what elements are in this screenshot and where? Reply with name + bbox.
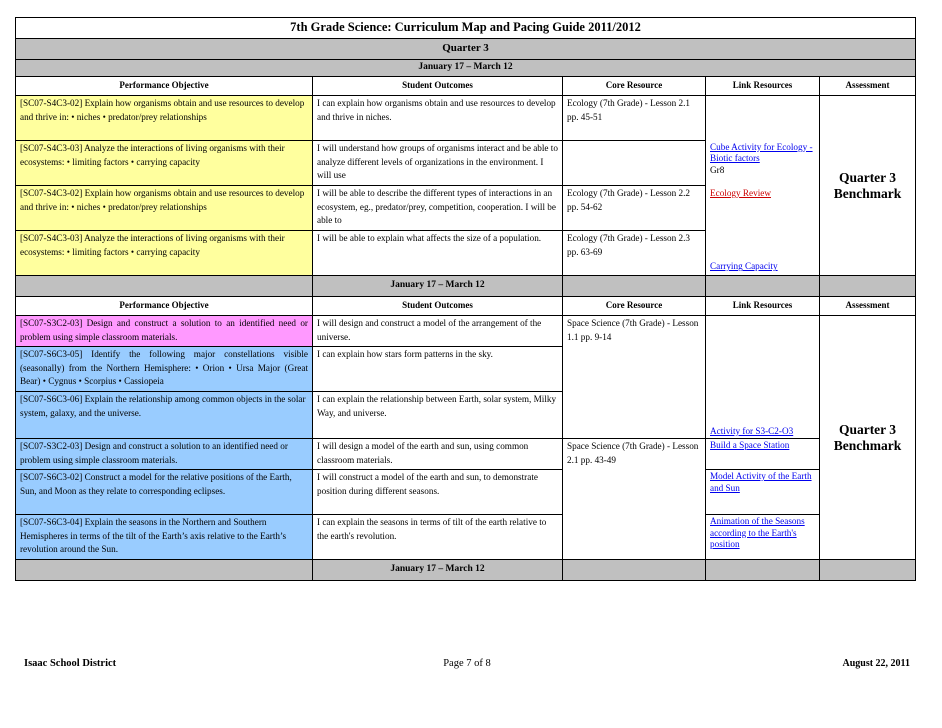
objective-cell: [SC07-S3C2-03] Design and construct a solution to an identified need or problem using simple classroom materials. xyxy=(16,439,313,470)
table-row xyxy=(16,439,916,470)
table-row xyxy=(16,470,916,515)
link-cell xyxy=(706,470,820,515)
link-cell xyxy=(706,186,820,231)
ecology-review-link[interactable]: Ecology Review xyxy=(710,187,771,198)
link-cell xyxy=(706,141,820,186)
quarter-heading: Quarter 3 xyxy=(16,39,916,60)
date-range-row xyxy=(16,276,916,297)
objective-cell: [SC07-S6C3-02] Construct a model for the relative positions of the Earth, Sun, and Moon as they relate to corresponding eclipses. xyxy=(16,470,313,515)
table-row xyxy=(16,316,916,347)
core-resource-cell: Ecology (7th Grade) - Lesson 2.3 pp. 63-69 xyxy=(563,231,706,276)
assessment-cell: Quarter 3 Benchmark xyxy=(820,316,916,560)
table-row xyxy=(16,96,916,141)
header-outcomes: Student Outcomes xyxy=(313,77,563,96)
link-cell xyxy=(706,316,820,439)
date-range: January 17 – March 12 xyxy=(16,60,916,77)
core-resource-cell: Space Science (7th Grade) - Lesson 1.1 pp. 9-14 xyxy=(563,316,706,439)
outcome-cell: I will construct a model of the earth and sun, to demonstrate position during different seasons. xyxy=(313,470,563,515)
carrying-capacity-link[interactable]: Carrying Capacity xyxy=(710,261,778,272)
objective-cell: [SC07-S3C2-03] Design and construct a solution to an identified need or problem using simple classroom materials. xyxy=(16,316,313,347)
column-header-row xyxy=(16,77,916,96)
district-name: Isaac School District xyxy=(24,658,117,669)
activity-s3c2-link[interactable]: Activity for S3-C2-O3 xyxy=(710,425,794,436)
table-row xyxy=(16,186,916,231)
date-range: January 17 – March 12 xyxy=(313,276,563,297)
space-station-link[interactable]: Build a Space Station xyxy=(710,440,790,450)
column-header-row xyxy=(16,297,916,316)
page-number: Page 7 of 8 xyxy=(443,658,491,669)
footer-date: August 22, 2011 xyxy=(842,658,910,669)
model-activity-link[interactable]: Model Activity of the Earth and Sun xyxy=(710,471,812,493)
header-outcomes: Student Outcomes xyxy=(313,297,563,316)
link-cell xyxy=(706,515,820,560)
outcome-cell: I can explain how organisms obtain and use resources to develop and thrive in niches. xyxy=(313,96,563,141)
link-note: Gr8 xyxy=(710,164,725,175)
cube-activity-link[interactable]: Cube Activity for Ecology - Biotic factors xyxy=(710,141,813,163)
outcome-cell: I will design and construct a model of the arrangement of the universe. xyxy=(313,316,563,347)
header-assessment: Assessment xyxy=(820,297,916,316)
page-title: 7th Grade Science: Curriculum Map and Pacing Guide 2011/2012 xyxy=(16,18,916,39)
objective-cell: [SC07-S4C3-02] Explain how organisms obtain and use resources to develop and thrive in: • niches • predator/prey relationships xyxy=(16,186,313,231)
animation-seasons-link[interactable]: Animation of the Seasons according to the Earth's position xyxy=(710,516,805,549)
core-resource-cell xyxy=(563,141,706,186)
curriculum-map-sheet xyxy=(15,17,915,581)
core-resource-cell: Ecology (7th Grade) - Lesson 2.2 pp. 54-62 xyxy=(563,186,706,231)
objective-cell: [SC07-S6C3-06] Explain the relationship among common objects in the solar system, galaxy, and the universe. xyxy=(16,392,313,439)
outcome-cell: I can explain the relationship between Earth, solar system, Milky Way, and universe. xyxy=(313,392,563,439)
header-links: Link Resources xyxy=(706,297,820,316)
link-cell xyxy=(706,231,820,276)
link-cell xyxy=(706,439,820,470)
outcome-cell: I can explain the seasons in terms of tilt of the earth relative to the earth's revolution. xyxy=(313,515,563,560)
curriculum-table xyxy=(15,17,916,581)
outcome-cell: I can explain how stars form patterns in the sky. xyxy=(313,347,563,392)
objective-cell: [SC07-S4C3-03] Analyze the interactions of living organisms with their ecosystems: • limiting factors • carrying capacity xyxy=(16,231,313,276)
header-assessment: Assessment xyxy=(820,77,916,96)
table-row xyxy=(16,515,916,560)
assessment-cell: Quarter 3 Benchmark xyxy=(820,96,916,276)
date-range-row xyxy=(16,560,916,581)
page-footer xyxy=(24,656,910,674)
core-resource-cell: Space Science (7th Grade) - Lesson 2.1 pp. 43-49 xyxy=(563,439,706,560)
table-row xyxy=(16,231,916,276)
core-resource-cell: Ecology (7th Grade) - Lesson 2.1 pp. 45-51 xyxy=(563,96,706,141)
table-row xyxy=(16,141,916,186)
header-objective: Performance Objective xyxy=(16,77,313,96)
date-range: January 17 – March 12 xyxy=(313,560,563,581)
header-objective: Performance Objective xyxy=(16,297,313,316)
outcome-cell: I will be able to explain what affects the size of a population. xyxy=(313,231,563,276)
header-links: Link Resources xyxy=(706,77,820,96)
objective-cell: [SC07-S4C3-03] Analyze the interactions of living organisms with their ecosystems: • limiting factors • carrying capacity xyxy=(16,141,313,186)
outcome-cell: I will be able to describe the different types of interactions in an ecosystem, eg., predator/prey, competition, cooperation. I will be able to xyxy=(313,186,563,231)
header-core: Core Resource xyxy=(563,77,706,96)
header-core: Core Resource xyxy=(563,297,706,316)
objective-cell: [SC07-S6C3-04] Explain the seasons in the Northern and Southern Hemispheres in terms of the tilt of the Earth’s axis relative to the Earth’s revolution around the Sun. xyxy=(16,515,313,560)
outcome-cell: I will understand how groups of organisms interact and be able to analyze different levels of organizations in the environment. I will use xyxy=(313,141,563,186)
objective-cell: [SC07-S6C3-05] Identify the following major constellations visible (seasonally) from the Northern Hemisphere: • Orion • Ursa Major (Great Bear) • Cygnus • Scorpius • Cassiopeia xyxy=(16,347,313,392)
link-cell xyxy=(706,96,820,141)
outcome-cell: I will design a model of the earth and sun, using common classroom materials. xyxy=(313,439,563,470)
objective-cell: [SC07-S4C3-02] Explain how organisms obtain and use resources to develop and thrive in: • niches • predator/prey relationships xyxy=(16,96,313,141)
